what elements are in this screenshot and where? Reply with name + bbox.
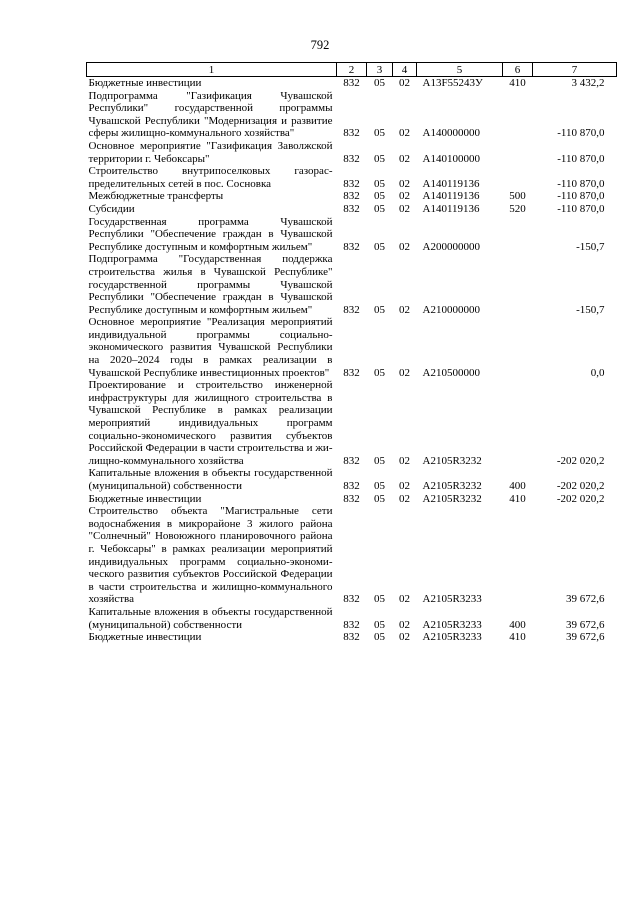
row-col-6: 410: [509, 77, 526, 89]
row-col-2: 832: [343, 152, 360, 165]
row-col-7: -110 870,0: [557, 152, 605, 165]
row-name: Капитальные вложения в объекты государственной (муниципальной) собственности: [88, 605, 333, 631]
row-col-3: 05: [374, 190, 385, 203]
row-col-4: 02: [399, 480, 410, 492]
header-row: [87, 63, 617, 77]
row-col-5: А2105R3233: [422, 631, 482, 644]
row-col-6: 400: [509, 480, 526, 492]
row-col-5: А140119136: [422, 190, 480, 203]
row-col-5: А2105R3232: [422, 492, 482, 505]
column-header-7: 7: [533, 63, 617, 77]
row-col-2: 832: [343, 366, 360, 379]
row-col-3: 05: [374, 366, 385, 379]
row-col-7: 3 432,2: [571, 77, 605, 89]
table-row: [87, 631, 617, 644]
row-col-6: 520: [509, 202, 526, 215]
row-name: Подпрограмма "Газификация Чувашской Республики" государственной программы Чувашской Республики "Модернизация и развитие сферы жилищно-коммунального хозяйства": [88, 89, 333, 140]
row-col-4: 02: [399, 618, 410, 631]
row-col-7: 0,0: [590, 366, 605, 379]
row-name: Проектирование и строительство инженерной инфраструктуры для жилищного строительства в Чувашской Республике в рамках реализации мероприятий индивидуальных программ социально-экономического развития субъектов Российской Федерации в части строительства и жилищно-коммунального хозяйства: [88, 379, 333, 467]
row-col-3: 05: [374, 480, 385, 492]
row-col-3: 05: [374, 202, 385, 215]
row-col-3: 05: [374, 177, 385, 190]
row-col-3: 05: [374, 631, 385, 644]
table-row: [87, 203, 617, 216]
row-col-7: 39 672,6: [566, 618, 605, 631]
budget-table: [86, 62, 617, 644]
row-col-6: 410: [509, 492, 526, 505]
row-col-3: 05: [374, 303, 385, 316]
row-col-3: 05: [374, 618, 385, 631]
row-col-2: 832: [343, 177, 360, 190]
row-col-5: А210000000: [422, 303, 480, 316]
row-col-2: 832: [343, 190, 360, 203]
row-col-6: [503, 316, 533, 379]
row-col-6: [503, 216, 533, 254]
row-name: Строительство объекта "Магистральные сети водоснабжения в микрорайоне 3 жилого района "Солнечный" Новоюжного планировочного района г. Чебоксары" в рамках реализации мероприятий индивидуальных программ социально-экономического развития субъектов Российской Федерации в части строительства и жилищно-коммунального хозяйства: [88, 505, 333, 606]
row-col-2: 832: [343, 77, 360, 89]
row-col-4: 02: [399, 127, 410, 140]
table-row: [87, 606, 617, 631]
row-name: Капитальные вложения в объекты государственной (муниципальной) собственности: [88, 467, 333, 492]
row-col-4: 02: [399, 190, 410, 203]
table-body: [87, 77, 617, 644]
row-col-4: 02: [399, 77, 410, 89]
row-col-6: [503, 379, 533, 467]
row-col-7: -110 870,0: [557, 177, 605, 190]
column-header-1: 1: [87, 63, 337, 77]
row-col-6: [503, 253, 533, 316]
row-name: Государственная программа Чувашской Республики "Обеспечение граждан в Чувашской Республике доступным и комфортным жильем": [88, 215, 333, 253]
row-col-5: А140119136: [422, 177, 480, 190]
row-col-4: 02: [399, 152, 410, 165]
row-col-3: 05: [374, 127, 385, 140]
row-col-3: 05: [374, 593, 385, 606]
row-col-2: 832: [343, 492, 360, 505]
row-col-7: 39 672,6: [566, 593, 605, 606]
row-col-2: 832: [343, 631, 360, 644]
row-col-3: 05: [374, 492, 385, 505]
row-col-7: -110 870,0: [557, 190, 605, 203]
row-name: Бюджетные инвестиции: [88, 77, 202, 89]
row-col-6: 410: [509, 631, 526, 644]
row-col-5: А140000000: [422, 127, 480, 140]
row-col-7: -150,7: [576, 240, 605, 253]
row-col-5: А2105R3232: [422, 454, 482, 467]
row-col-5: А13F55243У: [422, 77, 483, 89]
row-col-4: 02: [399, 303, 410, 316]
row-col-4: 02: [399, 631, 410, 644]
row-col-4: 02: [399, 492, 410, 505]
row-col-2: 832: [343, 202, 360, 215]
row-col-3: 05: [374, 152, 385, 165]
table-row: [87, 316, 617, 379]
row-col-6: 400: [509, 618, 526, 631]
row-col-4: 02: [399, 366, 410, 379]
row-col-5: А210500000: [422, 366, 480, 379]
table-row: [87, 77, 617, 90]
row-col-4: 02: [399, 593, 410, 606]
row-col-5: А2105R3233: [422, 618, 482, 631]
row-col-2: 832: [343, 240, 360, 253]
row-col-6: [503, 165, 533, 190]
row-col-5: А2105R3233: [422, 593, 482, 606]
table-row: [87, 140, 617, 165]
row-col-3: 05: [374, 240, 385, 253]
page-number: 792: [310, 38, 330, 52]
row-name: Межбюджетные трансферты: [88, 190, 224, 203]
row-col-7: 39 672,6: [566, 631, 605, 644]
row-col-4: 02: [399, 177, 410, 190]
column-header-3: 3: [367, 63, 393, 77]
row-col-5: А140100000: [422, 152, 480, 165]
row-name: Основное мероприятие "Реализация мероприятий индивидуальной программы социально-экономического развития Чувашской Республики на 2020–2024 годы в рамках реализации в Чувашской Республике инвестиционных проектов": [88, 316, 333, 379]
table-header: [87, 63, 617, 77]
row-col-5: А2105R3232: [422, 480, 482, 492]
row-col-4: 02: [399, 202, 410, 215]
row-col-2: 832: [343, 480, 360, 492]
row-col-7: -110 870,0: [557, 127, 605, 140]
table-row: [87, 90, 617, 140]
column-header-2: 2: [337, 63, 367, 77]
row-col-7: -150,7: [576, 303, 605, 316]
row-col-7: -202 020,2: [556, 454, 605, 467]
row-name: Основное мероприятие "Газификация Заволжской территории г. Чебоксары": [88, 139, 333, 165]
column-header-5: 5: [417, 63, 503, 77]
row-col-6: [503, 505, 533, 606]
row-name: Бюджетные инвестиции: [88, 631, 202, 644]
row-name: Строительство внутрипоселковых газораспределительных сетей в пос. Сосновка: [88, 165, 333, 190]
row-col-2: 832: [343, 127, 360, 140]
row-name: Подпрограмма "Государственная поддержка строительства жилья в Чувашской Республике" государственной программы Чувашской Республики "Обеспечение граждан в Чувашской Республике доступным и комфортным жильем": [88, 253, 333, 316]
row-col-2: 832: [343, 303, 360, 316]
row-col-3: 05: [374, 454, 385, 467]
row-col-7: -202 020,2: [556, 480, 605, 492]
row-col-6: 500: [509, 190, 526, 203]
row-col-4: 02: [399, 454, 410, 467]
column-header-4: 4: [393, 63, 417, 77]
table-row: [87, 216, 617, 254]
table-row: [87, 467, 617, 492]
row-col-2: 832: [343, 454, 360, 467]
table-row: [87, 190, 617, 203]
row-col-7: -202 020,2: [556, 492, 605, 505]
table-row: [87, 493, 617, 506]
row-col-6: [503, 140, 533, 165]
table-row: [87, 505, 617, 606]
column-header-6: 6: [503, 63, 533, 77]
row-col-7: -110 870,0: [557, 202, 605, 215]
row-col-5: А200000000: [422, 240, 480, 253]
table-row: [87, 165, 617, 190]
row-name: Бюджетные инвестиции: [88, 492, 202, 505]
table-row: [87, 253, 617, 316]
row-name: Субсидии: [88, 202, 135, 215]
row-col-4: 02: [399, 240, 410, 253]
table-row: [87, 379, 617, 467]
row-col-2: 832: [343, 593, 360, 606]
row-col-6: [503, 90, 533, 140]
row-col-3: 05: [374, 77, 385, 89]
row-col-2: 832: [343, 618, 360, 631]
row-col-5: А140119136: [422, 202, 480, 215]
